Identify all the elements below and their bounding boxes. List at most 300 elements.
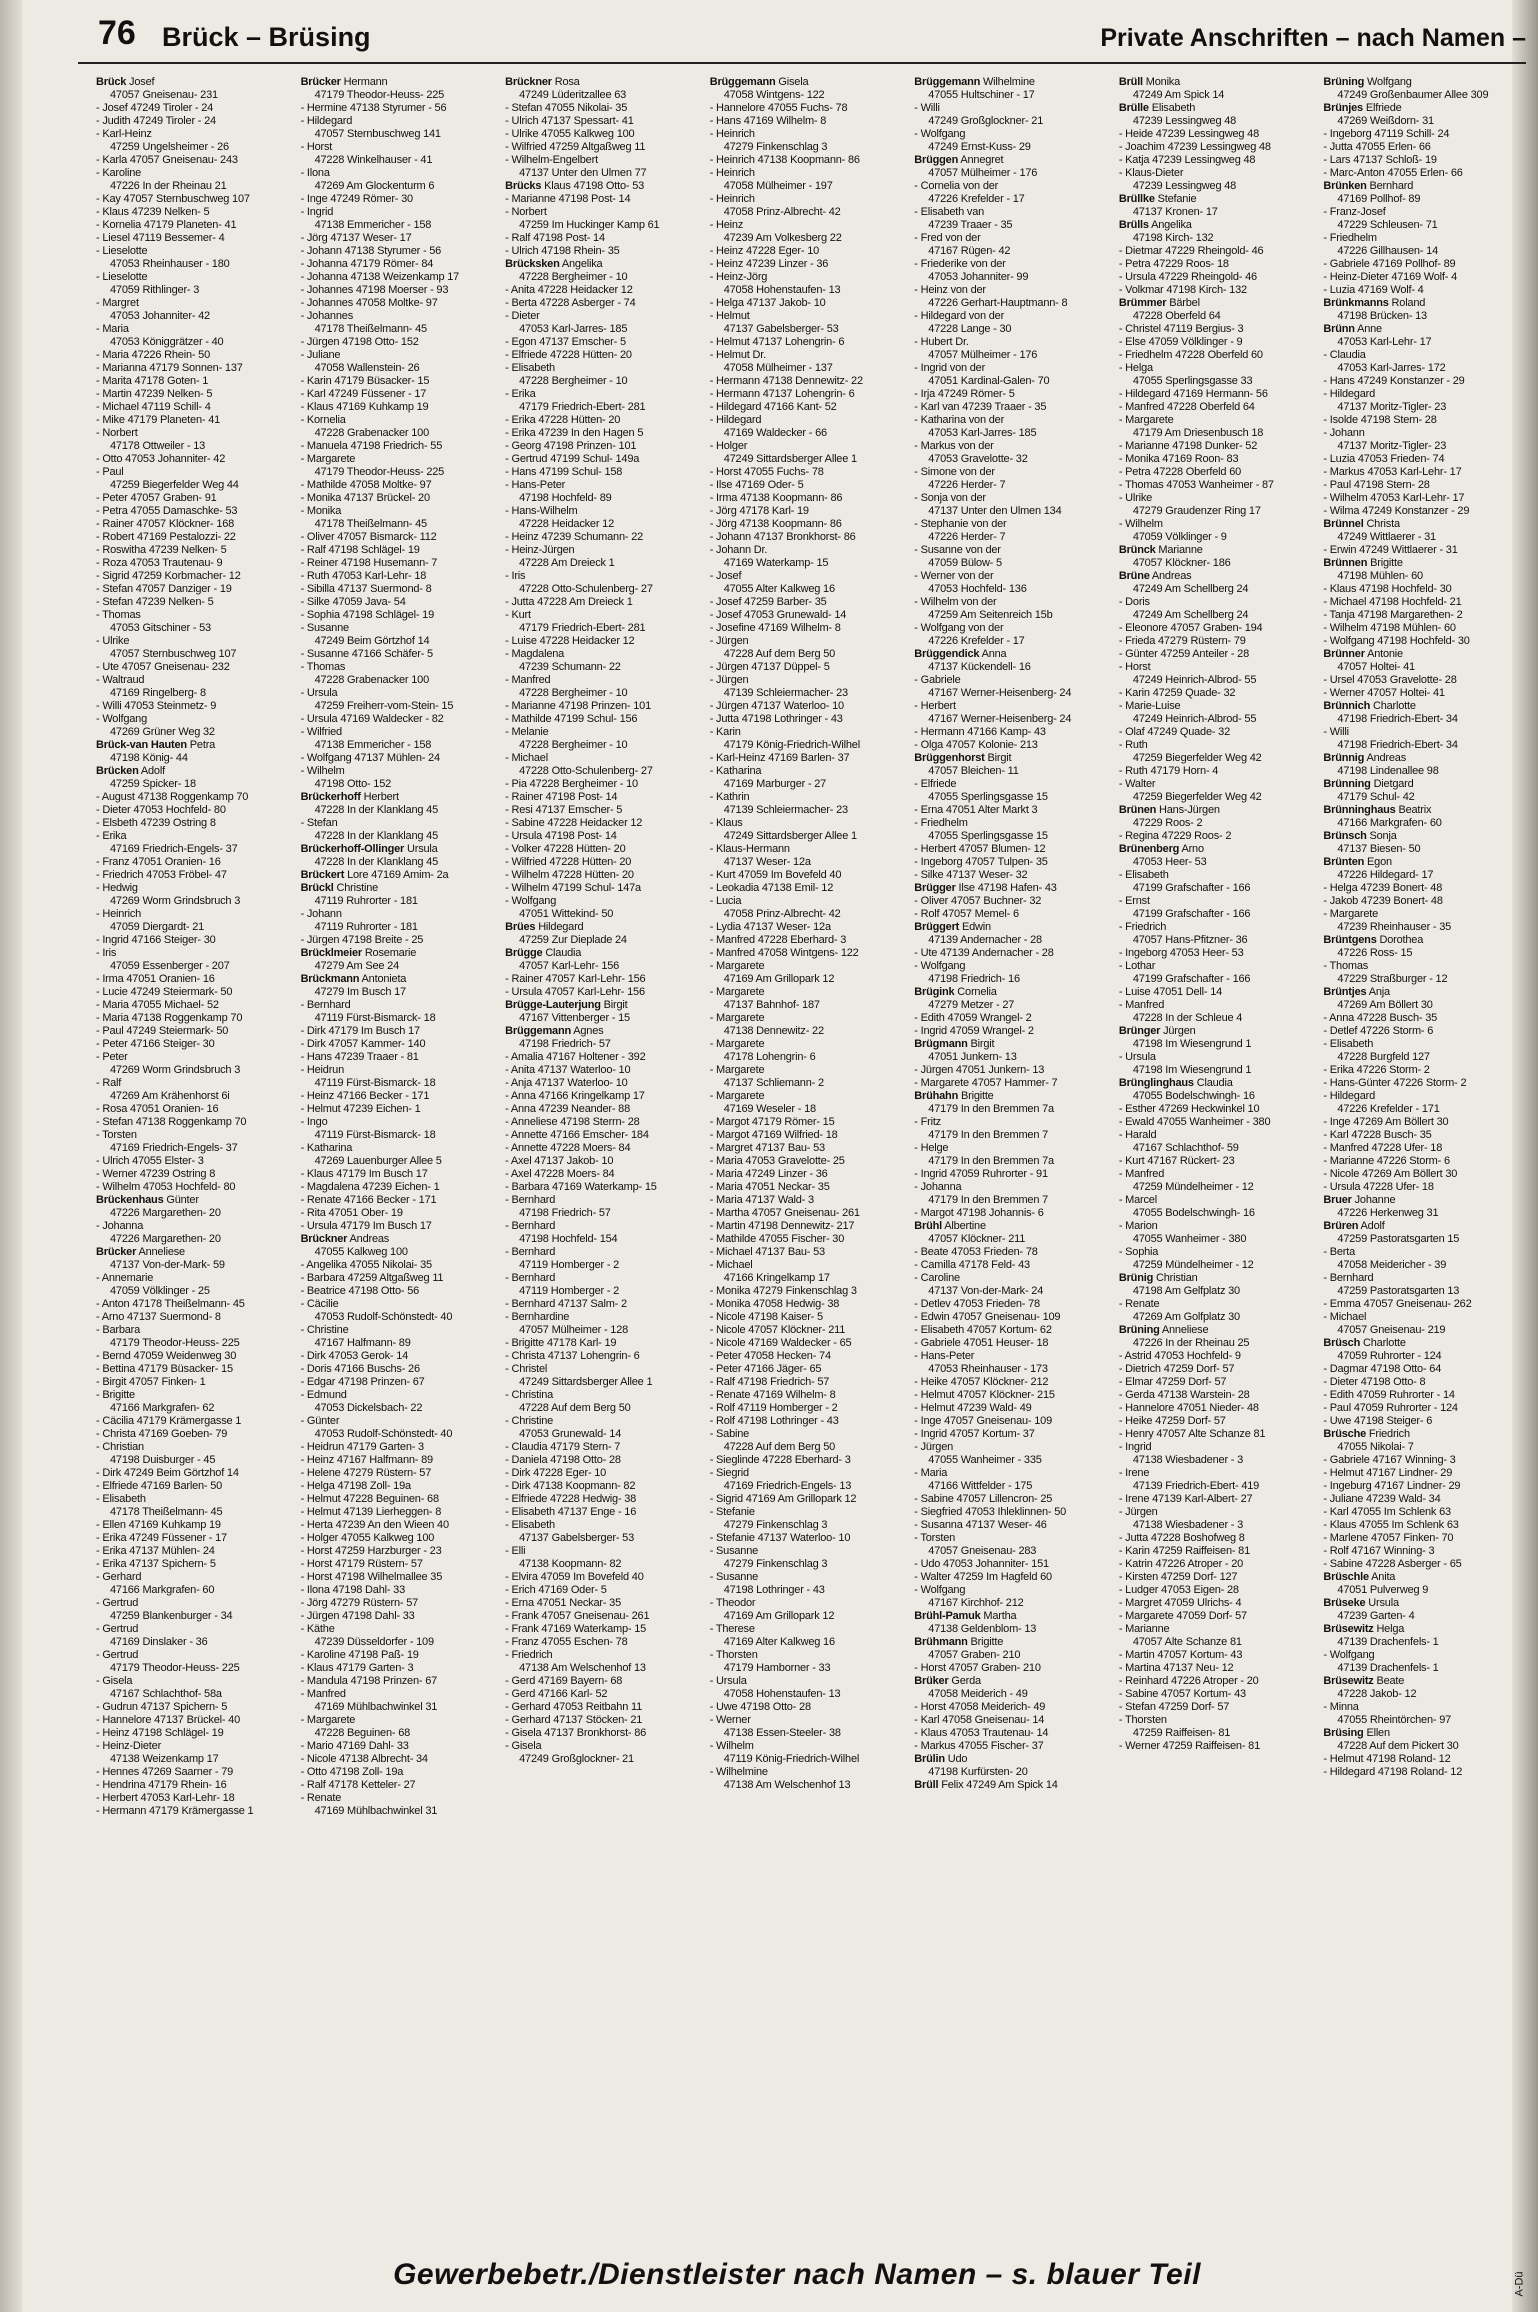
entry-name-line: [96, 1519, 291, 1532]
entry-name-line: [1323, 180, 1518, 193]
entry-given-name: - Kurt 47167 Rückert- 23: [1118, 1155, 1235, 1167]
entry-surname: Brünger: [1118, 1025, 1161, 1037]
entry-address: 47179 Friedrich-Ebert- 281: [519, 401, 646, 413]
entry-name-line: [505, 1272, 700, 1285]
entry-given-name: - Johann: [300, 908, 342, 920]
directory-entry: [301, 1623, 496, 1649]
entry-surname: Brüsing: [1323, 1727, 1364, 1739]
entry-name-line: [505, 1064, 700, 1077]
entry-address: 47259 Mündelheimer - 12: [1132, 1259, 1254, 1271]
entry-name-line: [96, 1727, 291, 1740]
directory-entry: [1119, 622, 1314, 635]
directory-entry: [301, 1025, 496, 1038]
entry-given-name: - Manuela 47198 Friedrich- 55: [300, 440, 443, 452]
entry-given-name: - Roza 47053 Trautenau- 9: [96, 557, 223, 569]
directory-entry: [96, 635, 291, 661]
directory-entry: [505, 128, 700, 141]
entry-address: 47138 Am Welschenhof 13: [723, 1779, 851, 1791]
entry-given-name: - Gerhard 47053 Reitbahn 11: [505, 1701, 643, 1713]
entry-name-line: [96, 1558, 291, 1571]
entry-name-line: [96, 999, 291, 1012]
directory-entry: [914, 1389, 1109, 1402]
entry-surname: Brüll: [1118, 76, 1143, 88]
entry-name-line: [96, 76, 291, 89]
entry-given-name: - Rainer 47198 Post- 14: [505, 791, 618, 803]
entry-name-line: [96, 817, 291, 830]
entry-given-name: - Bernhard: [505, 1194, 556, 1206]
entry-name-line: [914, 1025, 1109, 1038]
entry-given-name: - Edith 47059 Wrangel- 2: [914, 1012, 1032, 1024]
directory-entry: [301, 648, 496, 661]
entry-given-name: - Rosa 47051 Oranien- 16: [96, 1103, 219, 1115]
entry-address: 47058 Meidericher - 39: [1337, 1259, 1447, 1271]
entry-name-line: [96, 1051, 291, 1064]
entry-name-line: [301, 882, 496, 895]
directory-entry: [1323, 206, 1518, 232]
directory-entry: [301, 1272, 496, 1285]
directory-entry: [710, 1675, 905, 1701]
directory-entry: [914, 1610, 1109, 1636]
directory-entry: [1119, 1168, 1314, 1194]
entry-given-name: - Maria 47051 Neckar- 35: [709, 1181, 830, 1193]
entry-given-name: - Ingrid 47059 Wrangel- 2: [914, 1025, 1034, 1037]
entry-given-name: - Paul 47059 Ruhrorter - 124: [1323, 1402, 1458, 1414]
entry-given-name: - Irma 47051 Oranien- 16: [96, 973, 215, 985]
directory-entry: [710, 219, 905, 245]
directory-entry: [1323, 1428, 1518, 1454]
entry-address: 47228 Grabenacker 100: [314, 427, 430, 439]
entry-name-line: [96, 1415, 291, 1428]
directory-entry: [1119, 661, 1314, 687]
directory-entry: [505, 830, 700, 843]
entry-address: 47259 Biegerfelder Weg 42: [1132, 791, 1262, 803]
entry-name-line: [96, 869, 291, 882]
entry-given-name: - Helmut 47137 Lohengrin- 6: [709, 336, 845, 348]
entry-given-name: - Nicole 47138 Albrecht- 34: [300, 1753, 428, 1765]
entry-name-line: [96, 1324, 291, 1337]
entry-name-line: [505, 1584, 700, 1597]
entry-name-line: [710, 1129, 905, 1142]
entry-name-line: [1119, 1103, 1314, 1116]
entry-given-name: - Anna 47239 Neander- 88: [505, 1103, 630, 1115]
entry-surname: Brückert: [300, 869, 345, 881]
directory-entry: [96, 739, 291, 765]
entry-name-line: [505, 154, 700, 167]
entry-given-name: - Ursel 47053 Gravelotte- 28: [1323, 674, 1457, 686]
entry-given-name: - Annette 47166 Emscher- 184: [505, 1129, 649, 1141]
entry-address: 47226 In der Rheinau 21: [110, 180, 227, 192]
entry-address: 47179 Theodor-Heuss- 225: [314, 466, 445, 478]
entry-surname: Brües: [505, 921, 536, 933]
entry-address: 47226 Gillhausen- 14: [1337, 245, 1438, 257]
entry-address: 47228 Heidacker 12: [519, 518, 614, 530]
entry-given-name: - Dirk 47138 Koopmann- 82: [505, 1480, 636, 1492]
directory-entry: [710, 791, 905, 817]
directory-entry: [96, 570, 291, 583]
directory-entry: [914, 856, 1109, 869]
directory-entry: [914, 1077, 1109, 1090]
entry-name-line: [505, 609, 700, 622]
entry-given-name: - Christa 47137 Lohengrin- 6: [505, 1350, 640, 1362]
directory-entry: [710, 843, 905, 869]
directory-entry: [914, 1311, 1109, 1324]
directory-entry: [96, 1038, 291, 1051]
entry-name-line: [301, 1597, 496, 1610]
directory-entry: [96, 830, 291, 856]
entry-given-name: - Maria 47055 Michael- 52: [96, 999, 219, 1011]
entry-given-name: - Michael 47119 Schill- 4: [96, 401, 211, 413]
directory-entry: [1323, 1168, 1518, 1181]
entry-name-line: [710, 414, 905, 427]
entry-given-name: - Karl 47249 Füssener - 17: [300, 388, 427, 400]
entry-name-line: [1323, 726, 1518, 739]
entry-given-name: - Wilma 47249 Konstanzer - 29: [1323, 505, 1470, 517]
entry-given-name: - Ingeborg 47057 Tulpen- 35: [914, 856, 1048, 868]
directory-entry: [710, 1116, 905, 1129]
entry-name-line: [914, 674, 1109, 687]
directory-entry: [301, 1532, 496, 1545]
entry-given-name: Marianne: [1158, 544, 1203, 556]
entry-given-name: - Frieda 47279 Rüstern- 79: [1118, 635, 1246, 647]
entry-name-line: [1119, 622, 1314, 635]
entry-name-line: [301, 1350, 496, 1363]
entry-name-line: [301, 1207, 496, 1220]
entry-name-line: [914, 128, 1109, 141]
entry-name-line: [1119, 843, 1314, 856]
entry-given-name: - Jutta 47228 Am Dreieck 1: [505, 596, 633, 608]
entry-name-line: [1323, 1272, 1518, 1285]
directory-entry: [914, 1337, 1109, 1350]
directory-entry: [1323, 375, 1518, 388]
directory-entry: [1323, 323, 1518, 349]
entry-given-name: - Dietmar 47229 Rheingold- 46: [1118, 245, 1264, 257]
entry-given-name: - Claudia 47179 Stern- 7: [505, 1441, 621, 1453]
entry-name-line: [914, 1220, 1109, 1233]
directory-entry: [1119, 1558, 1314, 1571]
directory-entry: [1119, 193, 1314, 219]
directory-entry: [1323, 908, 1518, 934]
directory-entry: [301, 375, 496, 388]
directory-entry: [1119, 1194, 1314, 1220]
directory-entry: [96, 947, 291, 973]
entry-given-name: - Christina: [505, 1389, 554, 1401]
entry-given-name: - Monika 47169 Roon- 83: [1118, 453, 1239, 465]
directory-entry: [505, 1363, 700, 1389]
directory-entry: [96, 1441, 291, 1467]
entry-given-name: - Ralf 47178 Ketteler- 27: [300, 1779, 416, 1791]
entry-given-name: - Josef: [709, 570, 742, 582]
entry-given-name: - Käthe: [300, 1623, 335, 1635]
entry-address: 47228 Bergheimer - 10: [519, 739, 628, 751]
entry-name-line: [1323, 167, 1518, 180]
entry-name-line: [96, 375, 291, 388]
entry-given-name: - Rolf 47167 Winning- 3: [1323, 1545, 1435, 1557]
directory-entry: [505, 1168, 700, 1181]
directory-entry: [96, 492, 291, 505]
entry-name-line: [914, 1519, 1109, 1532]
entry-name-line: [301, 726, 496, 739]
directory-entry: [1119, 453, 1314, 466]
directory-entry: [96, 1766, 291, 1779]
entry-given-name: Elisabeth: [1151, 102, 1196, 114]
entry-given-name: - Helmut: [709, 310, 750, 322]
directory-entry: [505, 180, 700, 193]
directory-entry: [914, 895, 1109, 908]
directory-entry: [301, 1181, 496, 1194]
entry-address: 47051 Wittekind- 50: [519, 908, 614, 920]
entry-name-line: [96, 1038, 291, 1051]
directory-entry: [710, 1506, 905, 1532]
entry-name-line: [914, 1753, 1109, 1766]
directory-entry: [301, 1142, 496, 1168]
entry-given-name: - Bernhard: [1323, 1272, 1374, 1284]
directory-entry: [505, 141, 700, 154]
entry-surname: Brüschle: [1323, 1571, 1369, 1583]
directory-entry: [505, 921, 700, 947]
directory-entry: [1323, 609, 1518, 622]
entry-name-line: [1323, 1246, 1518, 1259]
directory-column: [1323, 76, 1518, 2228]
directory-entry: [914, 1662, 1109, 1675]
directory-entry: [301, 1064, 496, 1090]
entry-given-name: - Martina 47137 Neu- 12: [1118, 1662, 1234, 1674]
entry-surname: Bruer: [1323, 1194, 1352, 1206]
entry-name-line: [1119, 596, 1314, 609]
entry-address: 47198 Friedrich-Ebert- 34: [1337, 739, 1458, 751]
directory-column: [710, 76, 905, 2228]
entry-name-line: [710, 1142, 905, 1155]
entry-name-line: [914, 1467, 1109, 1480]
directory-entry: [1119, 921, 1314, 947]
directory-entry: [710, 1324, 905, 1337]
entry-given-name: - Karla 47057 Gneisenau- 243: [96, 154, 238, 166]
directory-entry: [505, 713, 700, 726]
entry-given-name: - Michael: [709, 1259, 753, 1271]
directory-entry: [301, 1649, 496, 1662]
entry-address: 47053 Rudolf-Schönstedt- 40: [314, 1428, 453, 1440]
entry-surname: Brückmann: [300, 973, 360, 985]
entry-name-line: [914, 1441, 1109, 1454]
entry-name-line: [1119, 830, 1314, 843]
directory-entry: [96, 1129, 291, 1155]
entry-given-name: Beatrix: [1398, 804, 1432, 816]
directory-entry: [96, 856, 291, 869]
directory-entry: [710, 128, 905, 154]
entry-name-line: [1323, 1116, 1518, 1129]
entry-name-line: [710, 1090, 905, 1103]
entry-name-line: [301, 557, 496, 570]
entry-name-line: [96, 245, 291, 258]
entry-given-name: - Therese: [709, 1623, 755, 1635]
entry-name-line: [1119, 999, 1314, 1012]
directory-entry: [710, 102, 905, 115]
entry-name-line: [1119, 492, 1314, 505]
entry-given-name: - Heidrun 47179 Garten- 3: [300, 1441, 424, 1453]
entry-name-line: [505, 804, 700, 817]
entry-given-name: - Christel: [505, 1363, 548, 1375]
entry-given-name: - Barbara 47169 Waterkamp- 15: [505, 1181, 657, 1193]
entry-name-line: [914, 752, 1109, 765]
entry-given-name: - Kurt: [505, 609, 531, 621]
entry-name-line: [1119, 1246, 1314, 1259]
entry-given-name: - Marc-Anton 47055 Erlen- 66: [1323, 167, 1463, 179]
entry-given-name: - Wolfgang 47198 Hochfeld- 30: [1323, 635, 1470, 647]
entry-given-name: - Johannes: [300, 310, 353, 322]
entry-given-name: - Ulrike 47055 Kalkweg 100: [505, 128, 635, 140]
entry-name-line: [914, 336, 1109, 349]
entry-address: 47228 In der Klanklang 45: [314, 804, 438, 816]
directory-entry: [301, 726, 496, 752]
directory-entry: [1323, 271, 1518, 284]
directory-entry: [96, 388, 291, 401]
entry-address: 47239 Lessingweg 48: [1132, 115, 1237, 127]
entry-given-name: - Esther 47269 Heckwinkel 10: [1118, 1103, 1260, 1115]
directory-entry: [96, 1155, 291, 1168]
directory-entry: [914, 1571, 1109, 1584]
entry-address: 47119 Fürst-Bismarck- 18: [314, 1012, 436, 1024]
directory-entry: [914, 1493, 1109, 1506]
entry-address: 47226 Ross- 15: [1337, 947, 1413, 959]
entry-surname: Brühl: [914, 1220, 943, 1232]
directory-entry: [505, 1389, 700, 1415]
entry-address: 47059 Bülow- 5: [928, 557, 1002, 569]
directory-entry: [1119, 1675, 1314, 1688]
entry-address: 47057 Alte Schanze 81: [1132, 1636, 1242, 1648]
entry-address: 47053 Gravelotte- 32: [928, 453, 1028, 465]
entry-name-line: [505, 258, 700, 271]
entry-given-name: - Hildegard: [1323, 1090, 1376, 1102]
entry-given-name: - Erna 47051 Neckar- 35: [505, 1597, 621, 1609]
entry-name-line: [505, 1740, 700, 1753]
entry-given-name: - Inge 47269 Am Böllert 30: [1323, 1116, 1449, 1128]
entry-name-line: [1119, 804, 1314, 817]
entry-name-line: [505, 245, 700, 258]
entry-given-name: - Ulrich 47055 Elster- 3: [96, 1155, 204, 1167]
directory-entry: [96, 1272, 291, 1298]
entry-name-line: [505, 986, 700, 999]
entry-given-name: Martha: [983, 1610, 1017, 1622]
entry-address: 47249 Heinrich-Albrod- 55: [1132, 713, 1257, 725]
entry-name-line: [1119, 1389, 1314, 1402]
entry-given-name: - Nicole 47169 Waldecker - 65: [709, 1337, 852, 1349]
entry-given-name: - Ingrid: [1118, 1441, 1152, 1453]
entry-name-line: [710, 440, 905, 453]
entry-name-line: [505, 791, 700, 804]
entry-name-line: [301, 1272, 496, 1285]
entry-name-line: [1323, 1402, 1518, 1415]
entry-given-name: - Dirk 47179 Im Busch 17: [300, 1025, 420, 1037]
directory-entry: [505, 1181, 700, 1194]
entry-name-line: [914, 1402, 1109, 1415]
directory-entry: [301, 661, 496, 687]
directory-entry: [710, 1623, 905, 1649]
entry-name-line: [1119, 167, 1314, 180]
entry-name-line: [301, 1194, 496, 1207]
directory-entry: [1323, 622, 1518, 635]
directory-entry: [710, 934, 905, 947]
directory-entry: [914, 843, 1109, 856]
entry-name-line: [505, 349, 700, 362]
entry-address: 47249 Heinrich-Albrod- 55: [1132, 674, 1257, 686]
entry-given-name: - Jürgen: [1118, 1506, 1158, 1518]
entry-given-name: - Herbert: [914, 700, 956, 712]
directory-entry: [96, 323, 291, 349]
entry-name-line: [96, 1389, 291, 1402]
entry-name-line: [96, 128, 291, 141]
entry-name-line: [505, 1493, 700, 1506]
directory-entry: [914, 1350, 1109, 1376]
entry-name-line: [1323, 375, 1518, 388]
entry-name-line: [1323, 1519, 1518, 1532]
entry-name-line: [96, 973, 291, 986]
directory-entry: [301, 1298, 496, 1324]
entry-address: 47057 Gneisenau- 231: [110, 89, 218, 101]
entry-given-name: - Brigitte: [96, 1389, 135, 1401]
entry-name-line: [96, 570, 291, 583]
entry-address: 47249 Sittardsberger Allee 1: [723, 830, 857, 842]
entry-name-line: [96, 1467, 291, 1480]
directory-entry: [1119, 570, 1314, 596]
entry-name-line: [710, 505, 905, 518]
entry-given-name: - Beatrice 47198 Otto- 56: [300, 1285, 420, 1297]
entry-given-name: - Marlene 47057 Finken- 70: [1323, 1532, 1454, 1544]
directory-entry: [96, 1714, 291, 1727]
entry-surname: Brülls: [1118, 219, 1149, 231]
entry-name-line: [96, 596, 291, 609]
directory-entry: [96, 557, 291, 570]
entry-name-line: [710, 1220, 905, 1233]
entry-address: 47259 Zur Dieplade 24: [519, 934, 627, 946]
entry-given-name: - Mathilde 47199 Schul- 156: [505, 713, 638, 725]
entry-given-name: - Helge: [914, 1142, 949, 1154]
entry-given-name: - Peter 47058 Hecken- 74: [709, 1350, 831, 1362]
directory-entry: [301, 1688, 496, 1714]
entry-address: 47179 In den Bremmen 7: [928, 1194, 1049, 1206]
directory-entry: [914, 518, 1109, 544]
entry-given-name: - Maria 47137 Wald- 3: [709, 1194, 814, 1206]
entry-given-name: - Holger: [709, 440, 748, 452]
directory-entry: [505, 336, 700, 349]
directory-entry: [1323, 141, 1518, 154]
entry-name-line: [1323, 1428, 1518, 1441]
entry-given-name: Lore 47169 Amim- 2a: [347, 869, 449, 881]
entry-given-name: - Michael 47137 Bau- 53: [709, 1246, 825, 1258]
directory-entry: [914, 1012, 1109, 1025]
directory-entry: [301, 1584, 496, 1597]
entry-name-line: [1323, 1532, 1518, 1545]
directory-entry: [710, 817, 905, 843]
directory-entry: [1323, 778, 1518, 804]
directory-entry: [1119, 1246, 1314, 1272]
entry-name-line: [301, 1714, 496, 1727]
directory-entry: [301, 1324, 496, 1350]
entry-given-name: - Klaus 47198 Hochfeld- 30: [1323, 583, 1452, 595]
entry-name-line: [1119, 1129, 1314, 1142]
entry-name-line: [710, 219, 905, 232]
entry-given-name: Monika: [1145, 76, 1181, 88]
entry-surname: Brückerhoff: [300, 791, 361, 803]
entry-address: 47259 Am Seitenreich 15b: [928, 609, 1053, 621]
entry-given-name: - Ursula 47169 Waldecker - 82: [300, 713, 444, 725]
entry-address: 47169 Am Grillopark 12: [723, 1610, 835, 1622]
entry-name-line: [505, 336, 700, 349]
directory-column: [96, 76, 291, 2228]
entry-name-line: [96, 557, 291, 570]
entry-name-line: [710, 1363, 905, 1376]
directory-entry: [301, 1103, 496, 1116]
entry-given-name: - Martin 47057 Kortum- 43: [1118, 1649, 1243, 1661]
entry-name-line: [914, 1376, 1109, 1389]
